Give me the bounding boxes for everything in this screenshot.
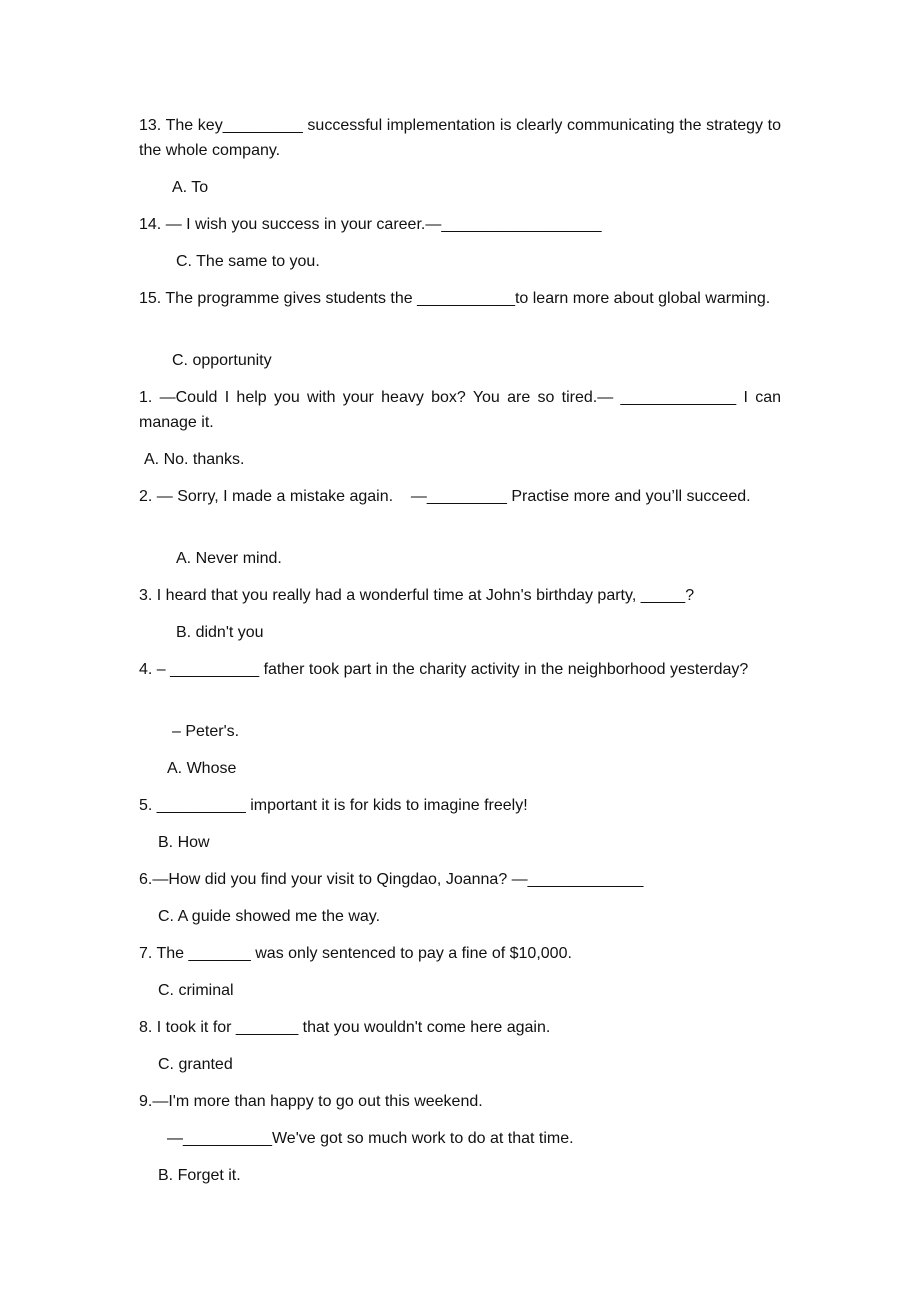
answer-4: A. Whose bbox=[167, 760, 237, 777]
answer-7: C. criminal bbox=[158, 982, 234, 999]
answer-14: C. The same to you. bbox=[176, 253, 320, 270]
question-3: 3. I heard that you really had a wonderful time at John's birthday party, _____? bbox=[139, 587, 695, 604]
question-7: 7. The _______ was only sentenced to pay a fine of $10,000. bbox=[139, 945, 572, 962]
answer-8: C. granted bbox=[158, 1056, 233, 1073]
question-2: 2. — Sorry, I made a mistake again. —_________ Practise more and you’ll succeed. bbox=[139, 488, 751, 505]
question-15: 15. The programme gives students the ___________to learn more about global warming. bbox=[139, 290, 771, 307]
reply-4: – Peter's. bbox=[172, 723, 240, 740]
question-9: 9.—I'm more than happy to go out this weekend. bbox=[139, 1093, 483, 1110]
answer-1: A. No. thanks. bbox=[144, 451, 245, 468]
question-8: 8. I took it for _______ that you wouldn't come here again. bbox=[139, 1019, 551, 1036]
answer-13: A. To bbox=[172, 179, 209, 196]
question-1: 1. —Could I help you with your heavy box? You are so tired.— _____________ I can manage it. bbox=[139, 389, 781, 431]
answer-3: B. didn't you bbox=[176, 624, 264, 641]
answer-5: B. How bbox=[158, 834, 210, 851]
answer-15: C. opportunity bbox=[172, 352, 272, 369]
answer-2: A. Never mind. bbox=[176, 550, 282, 567]
question-4: 4. – __________ father took part in the charity activity in the neighborhood yesterday? bbox=[139, 661, 749, 678]
reply-9: —__________We've got so much work to do at that time. bbox=[167, 1130, 574, 1147]
question-13: 13. The key_________ successful implementation is clearly communicating the strategy to the whole company. bbox=[139, 117, 781, 159]
question-6: 6.—How did you find your visit to Qingdao, Joanna? —_____________ bbox=[139, 871, 644, 888]
question-14: 14. — I wish you success in your career.—__________________ bbox=[139, 216, 602, 233]
question-5: 5. __________ important it is for kids to imagine freely! bbox=[139, 797, 528, 814]
answer-6: C. A guide showed me the way. bbox=[158, 908, 381, 925]
answer-9: B. Forget it. bbox=[158, 1167, 241, 1184]
